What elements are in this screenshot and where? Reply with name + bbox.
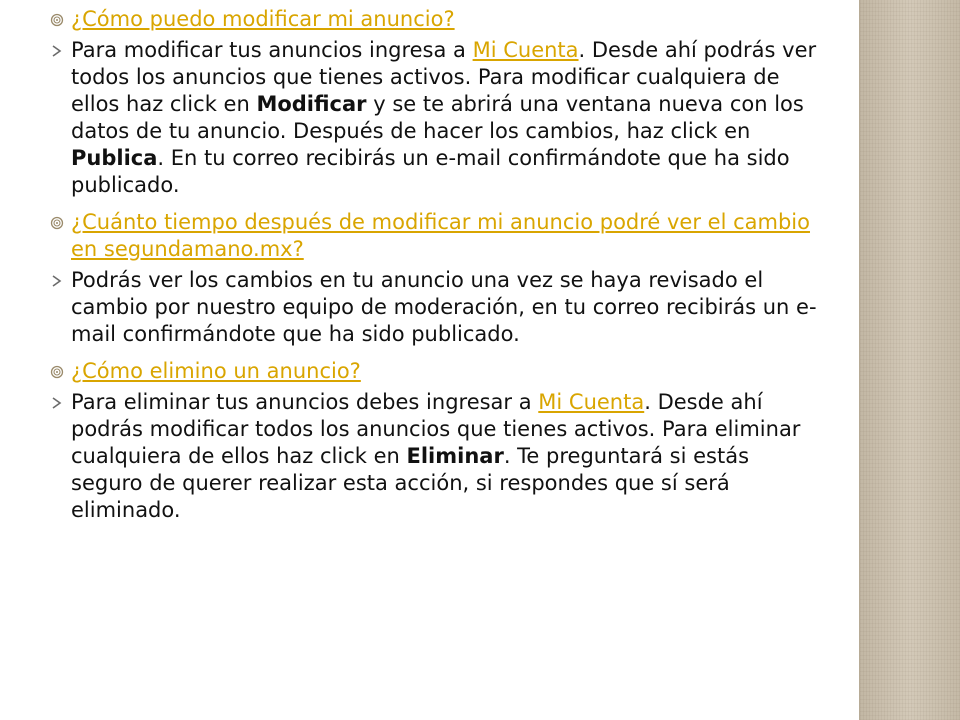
- decorative-side-panel: [859, 0, 960, 720]
- question-link-modify-ad[interactable]: ¿Cómo puedo modificar mi anuncio?: [71, 7, 455, 31]
- eliminar-label: Eliminar: [406, 444, 504, 468]
- faq-list: [48, 6, 818, 524]
- arrow-bullet-icon: [48, 37, 66, 64]
- publica-label: Publica: [71, 146, 158, 170]
- faq-answer-1: Para modificar tus anuncios ingresa a Mi Cuenta. Desde ahí podrás ver todos los anuncios que tienes activos. Para modificar cualquiera de ellos haz click en Modificar y se te abrirá una ventana nueva con los datos de tu anuncio. Después de hacer los cambios, haz click en Publica. En tu correo recibirás un e-mail confirmándote que ha sido publicado.: [48, 37, 818, 199]
- question-link-delete-ad[interactable]: ¿Cómo elimino un anuncio?: [71, 359, 361, 383]
- question-link-change-time[interactable]: ¿Cuánto tiempo después de modificar mi anuncio podré ver el cambio en segundamano.mx?: [71, 210, 810, 261]
- faq-answer-3: Para eliminar tus anuncios debes ingresar a Mi Cuenta. Desde ahí podrás modificar todos los anuncios que tienes activos. Para eliminar cualquiera de ellos haz click en Eliminar. Te preguntará si estás seguro de querer realizar esta acción, si respondes que sí será eliminado.: [48, 389, 818, 524]
- modificar-label: Modificar: [256, 92, 367, 116]
- mi-cuenta-link[interactable]: Mi Cuenta: [538, 390, 645, 414]
- circle-bullet-icon: [48, 358, 66, 385]
- mi-cuenta-link[interactable]: Mi Cuenta: [472, 38, 579, 62]
- faq-answer-2: Podrás ver los cambios en tu anuncio una vez se haya revisado el cambio por nuestro equipo de moderación, en tu correo recibirás un e-mail confirmándote que ha sido publicado.: [48, 267, 818, 348]
- faq-question-2: [48, 209, 818, 263]
- circle-bullet-icon: [48, 209, 66, 236]
- faq-question-1: [48, 6, 818, 33]
- arrow-bullet-icon: [48, 267, 66, 294]
- faq-question-3: [48, 358, 818, 385]
- arrow-bullet-icon: [48, 389, 66, 416]
- circle-bullet-icon: [48, 6, 66, 33]
